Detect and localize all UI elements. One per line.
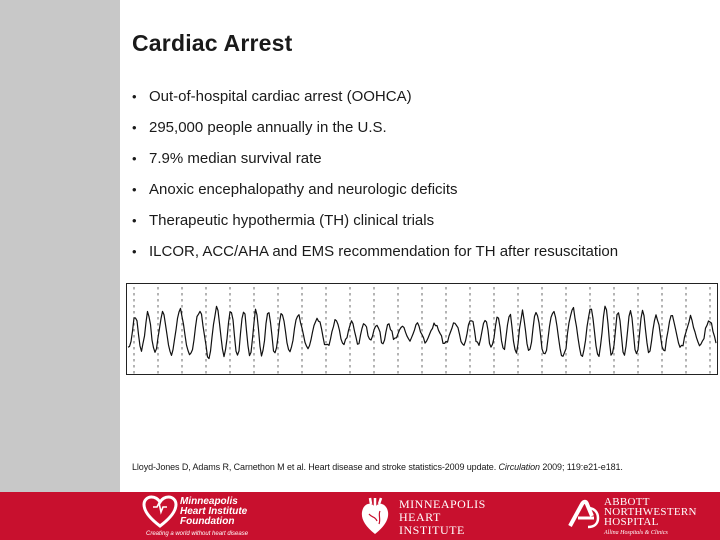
citation-journal: Circulation [498, 462, 540, 472]
mhif-logo [140, 492, 310, 540]
anw-name [604, 497, 697, 527]
slide-title: Cardiac Arrest [132, 30, 293, 56]
bullet-text: ILCOR, ACC/AHA and EMS recommendation for TH after resuscitation [149, 243, 619, 260]
anw-line1: ABBOTT [604, 496, 650, 508]
heart-logo-icon [142, 495, 178, 529]
bullet-item [132, 87, 720, 118]
mhi-line3: INSTITUTE [399, 523, 465, 537]
mhif-name [180, 497, 247, 527]
bullet-dot: • [132, 151, 137, 166]
bullet-text: Therapeutic hypothermia (TH) clinical trials [149, 212, 435, 229]
mhif-line1: Minneapolis [180, 496, 238, 507]
ecg-strip-image [126, 283, 718, 375]
bullet-dot: • [132, 182, 137, 197]
bullet-item [132, 211, 720, 242]
mhi-name [399, 498, 486, 537]
mhif-line3: Foundation [180, 516, 235, 527]
bullet-dot: • [132, 244, 137, 259]
bullet-text: Out-of-hospital cardiac arrest (OOHCA) [149, 88, 412, 105]
bullet-text: Anoxic encephalopathy and neurologic deficits [149, 181, 458, 198]
bullet-text: 295,000 people annually in the U.S. [149, 119, 387, 136]
mhi-line1: MINNEAPOLIS [399, 497, 486, 511]
footer-bar [0, 492, 720, 540]
bullet-item [132, 242, 720, 273]
bullet-item [132, 149, 720, 180]
mhi-line2: HEART [399, 510, 441, 524]
left-sidebar-bar [0, 0, 120, 492]
anatomical-heart-icon [357, 496, 393, 536]
slide-content [120, 0, 720, 492]
anw-line3: HOSPITAL [604, 516, 659, 528]
anw-tagline: Allina Hospitals & Clinics [604, 530, 668, 536]
mhi-logo [355, 492, 505, 540]
bullet-item [132, 118, 720, 149]
mhif-line2: Heart Institute [180, 506, 248, 517]
mhif-tagline: Creating a world without heart disease [146, 531, 249, 537]
bullet-dot: • [132, 89, 137, 104]
bullet-item [132, 180, 720, 211]
citation-details: 2009; 119:e21-e181. [539, 462, 623, 472]
anw-line2: NORTHWESTERN [604, 506, 697, 518]
anw-logo [566, 492, 716, 540]
bullet-list [132, 87, 720, 273]
anw-emblem-icon [568, 498, 600, 530]
bullet-dot: • [132, 213, 137, 228]
bullet-text: 7.9% median survival rate [149, 150, 322, 167]
citation [132, 462, 623, 472]
bullet-dot: • [132, 120, 137, 135]
citation-text: Lloyd-Jones D, Adams R, Carnethon M et al. Heart disease and stroke statistics-2009 update. [132, 462, 499, 472]
